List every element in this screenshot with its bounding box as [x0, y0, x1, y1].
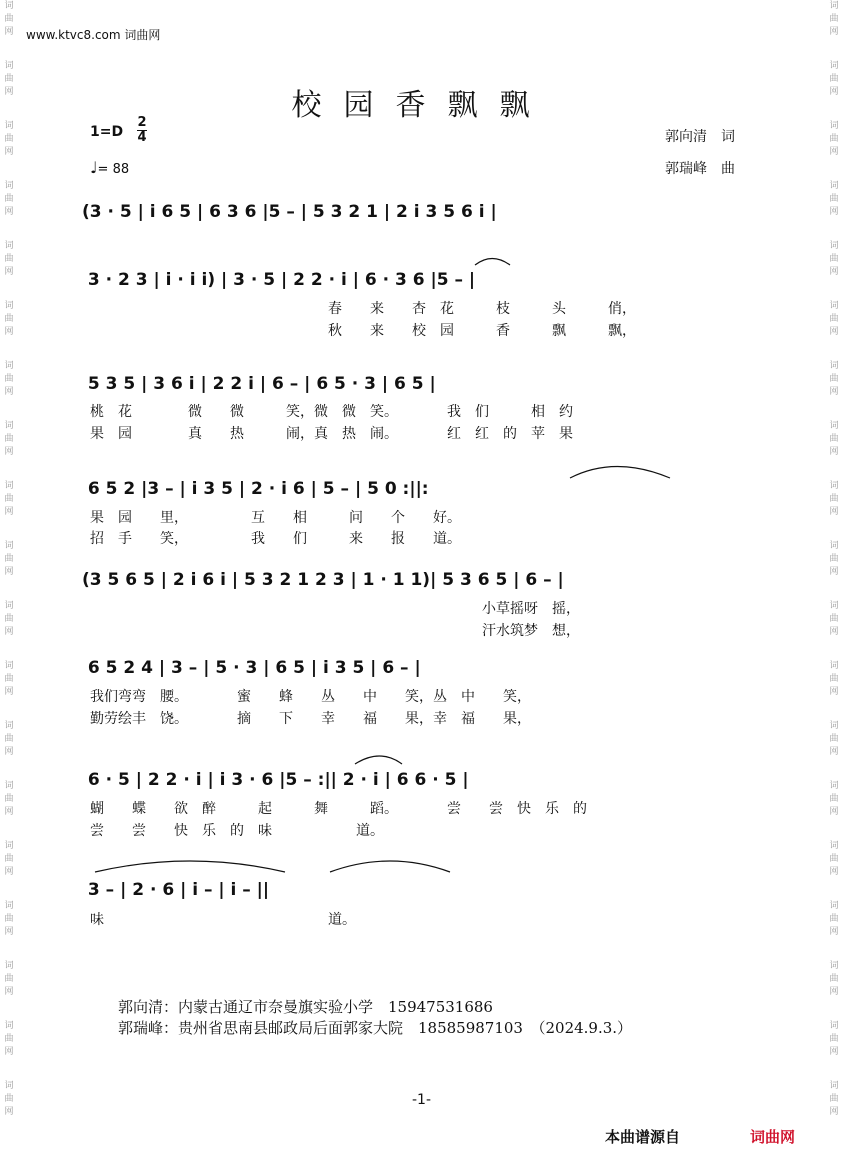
- lyric-row-5-verse-2: 汗水筑梦 想，: [90, 623, 580, 639]
- lyric-row-5-verse-1: 小草摇呀 摇，: [90, 601, 580, 617]
- lyric-row-3-verse-1: 桃 花 微 微 笑，微 微 笑。 我 们 相 约: [90, 404, 573, 420]
- lyric-row-6-verse-1: 我们弯弯 腰。 蜜 蜂 丛 中 笑，丛 中 笑，: [90, 689, 531, 705]
- composer-credit: 郭瑞峰 曲: [665, 161, 735, 177]
- score-row-3: 5 3 5 | 3 6 i | 2 2 i | 6 – | 6 5 · 3 | 6 5 |: [82, 374, 436, 394]
- score-row-6: 6 5 2 4 | 3 – | 5 · 3 | 6 5 | i 3 5 | 6 – |: [82, 658, 421, 678]
- quarter-note-icon: ♩: [90, 158, 98, 177]
- lyric-row-4-verse-1: 果 园 里， 互 相 问 个 好。: [90, 510, 461, 526]
- watermark-right: 词曲网 词曲网 词曲网 词曲网 词曲网 词曲网 词曲网 词曲网 词曲网 词曲网 词曲网 词曲网 词曲网 词曲网 词曲网 词曲网 词曲网 词曲网 词曲网: [829, 1, 839, 1117]
- lyric-row-6-verse-2: 勤劳绘丰 饶。 摘 下 幸 福 果，幸 福 果，: [90, 711, 531, 727]
- lyric-row-4-verse-2: 招 手 笑， 我 们 来 报 道。: [90, 531, 461, 547]
- lyric-row-2-verse-2: 秋 来 校 园 香 飘 飘，: [328, 323, 636, 339]
- score-row-4: 6 5 2 |3 – | i 3 5 | 2 · i 6 | 5 – | 5 0 :||:: [82, 479, 429, 499]
- score-row-2: 3 · 2 3 | i · i i) | 3 · 5 | 2 2 · i | 6 · 3 6 |5 – |: [82, 270, 476, 290]
- song-title: 校园香飘飘: [291, 88, 552, 123]
- lyric-row-8-verse-1: 味 道。: [90, 912, 356, 928]
- score-row-7: 6 · 5 | 2 2 · i | i 3 · 6 |5 – :|| 2 · i | 6 6 · 5 |: [82, 770, 469, 790]
- lyric-row-7-verse-1: 蝴 蝶 欲 醉 起 舞 蹈。 尝 尝 快 乐 的: [90, 801, 587, 817]
- lyric-row-2-verse-1: 春 来 杏 花 枝 头 俏，: [328, 301, 636, 317]
- score-row-1: (3 · 5 | i 6 5 | 6 3 6 |5 – | 5 3 2 1 | 2 i 3 5 6 i |: [82, 202, 497, 222]
- lyric-row-3-verse-2: 果 园 真 热 闹，真 热 闹。 红 红 的 苹 果: [90, 426, 573, 442]
- lyricist-credit: 郭向清 词: [665, 129, 735, 145]
- key-signature: 1=D: [90, 124, 124, 140]
- footer-lyricist-info: 郭向清：内蒙古通辽市奈曼旗实验小学 15947531686: [118, 998, 493, 1016]
- lyric-row-7-verse-2: 尝 尝 快 乐 的 味 道。: [90, 823, 384, 839]
- watermark-left: 词曲网 词曲网 词曲网 词曲网 词曲网 词曲网 词曲网 词曲网 词曲网 词曲网 词曲网 词曲网 词曲网 词曲网 词曲网 词曲网 词曲网 词曲网 词曲网: [4, 1, 14, 1117]
- footer-composer-info: 郭瑞峰：贵州省思南县邮政局后面郭家大院 18585987103 （2024.9.3.）: [118, 1019, 633, 1037]
- tempo-marking: ♩= 88: [90, 158, 130, 177]
- source-label: 本曲谱源自: [605, 1128, 681, 1146]
- source-brand-link[interactable]: 词曲网: [750, 1128, 796, 1146]
- site-label[interactable]: www.ktvc8.com 词曲网: [26, 28, 161, 42]
- page-number: -1-: [411, 1092, 431, 1108]
- score-row-5: (3 5 6 5 | 2 i 6 i | 5 3 2 1 2 3 | 1 · 1 1)| 5 3 6 5 | 6 – |: [82, 570, 564, 590]
- time-bottom: 4: [137, 130, 147, 145]
- score-row-8: 3 – | 2 · 6 | i – | i – ||: [82, 880, 270, 900]
- time-top: 2: [137, 115, 147, 130]
